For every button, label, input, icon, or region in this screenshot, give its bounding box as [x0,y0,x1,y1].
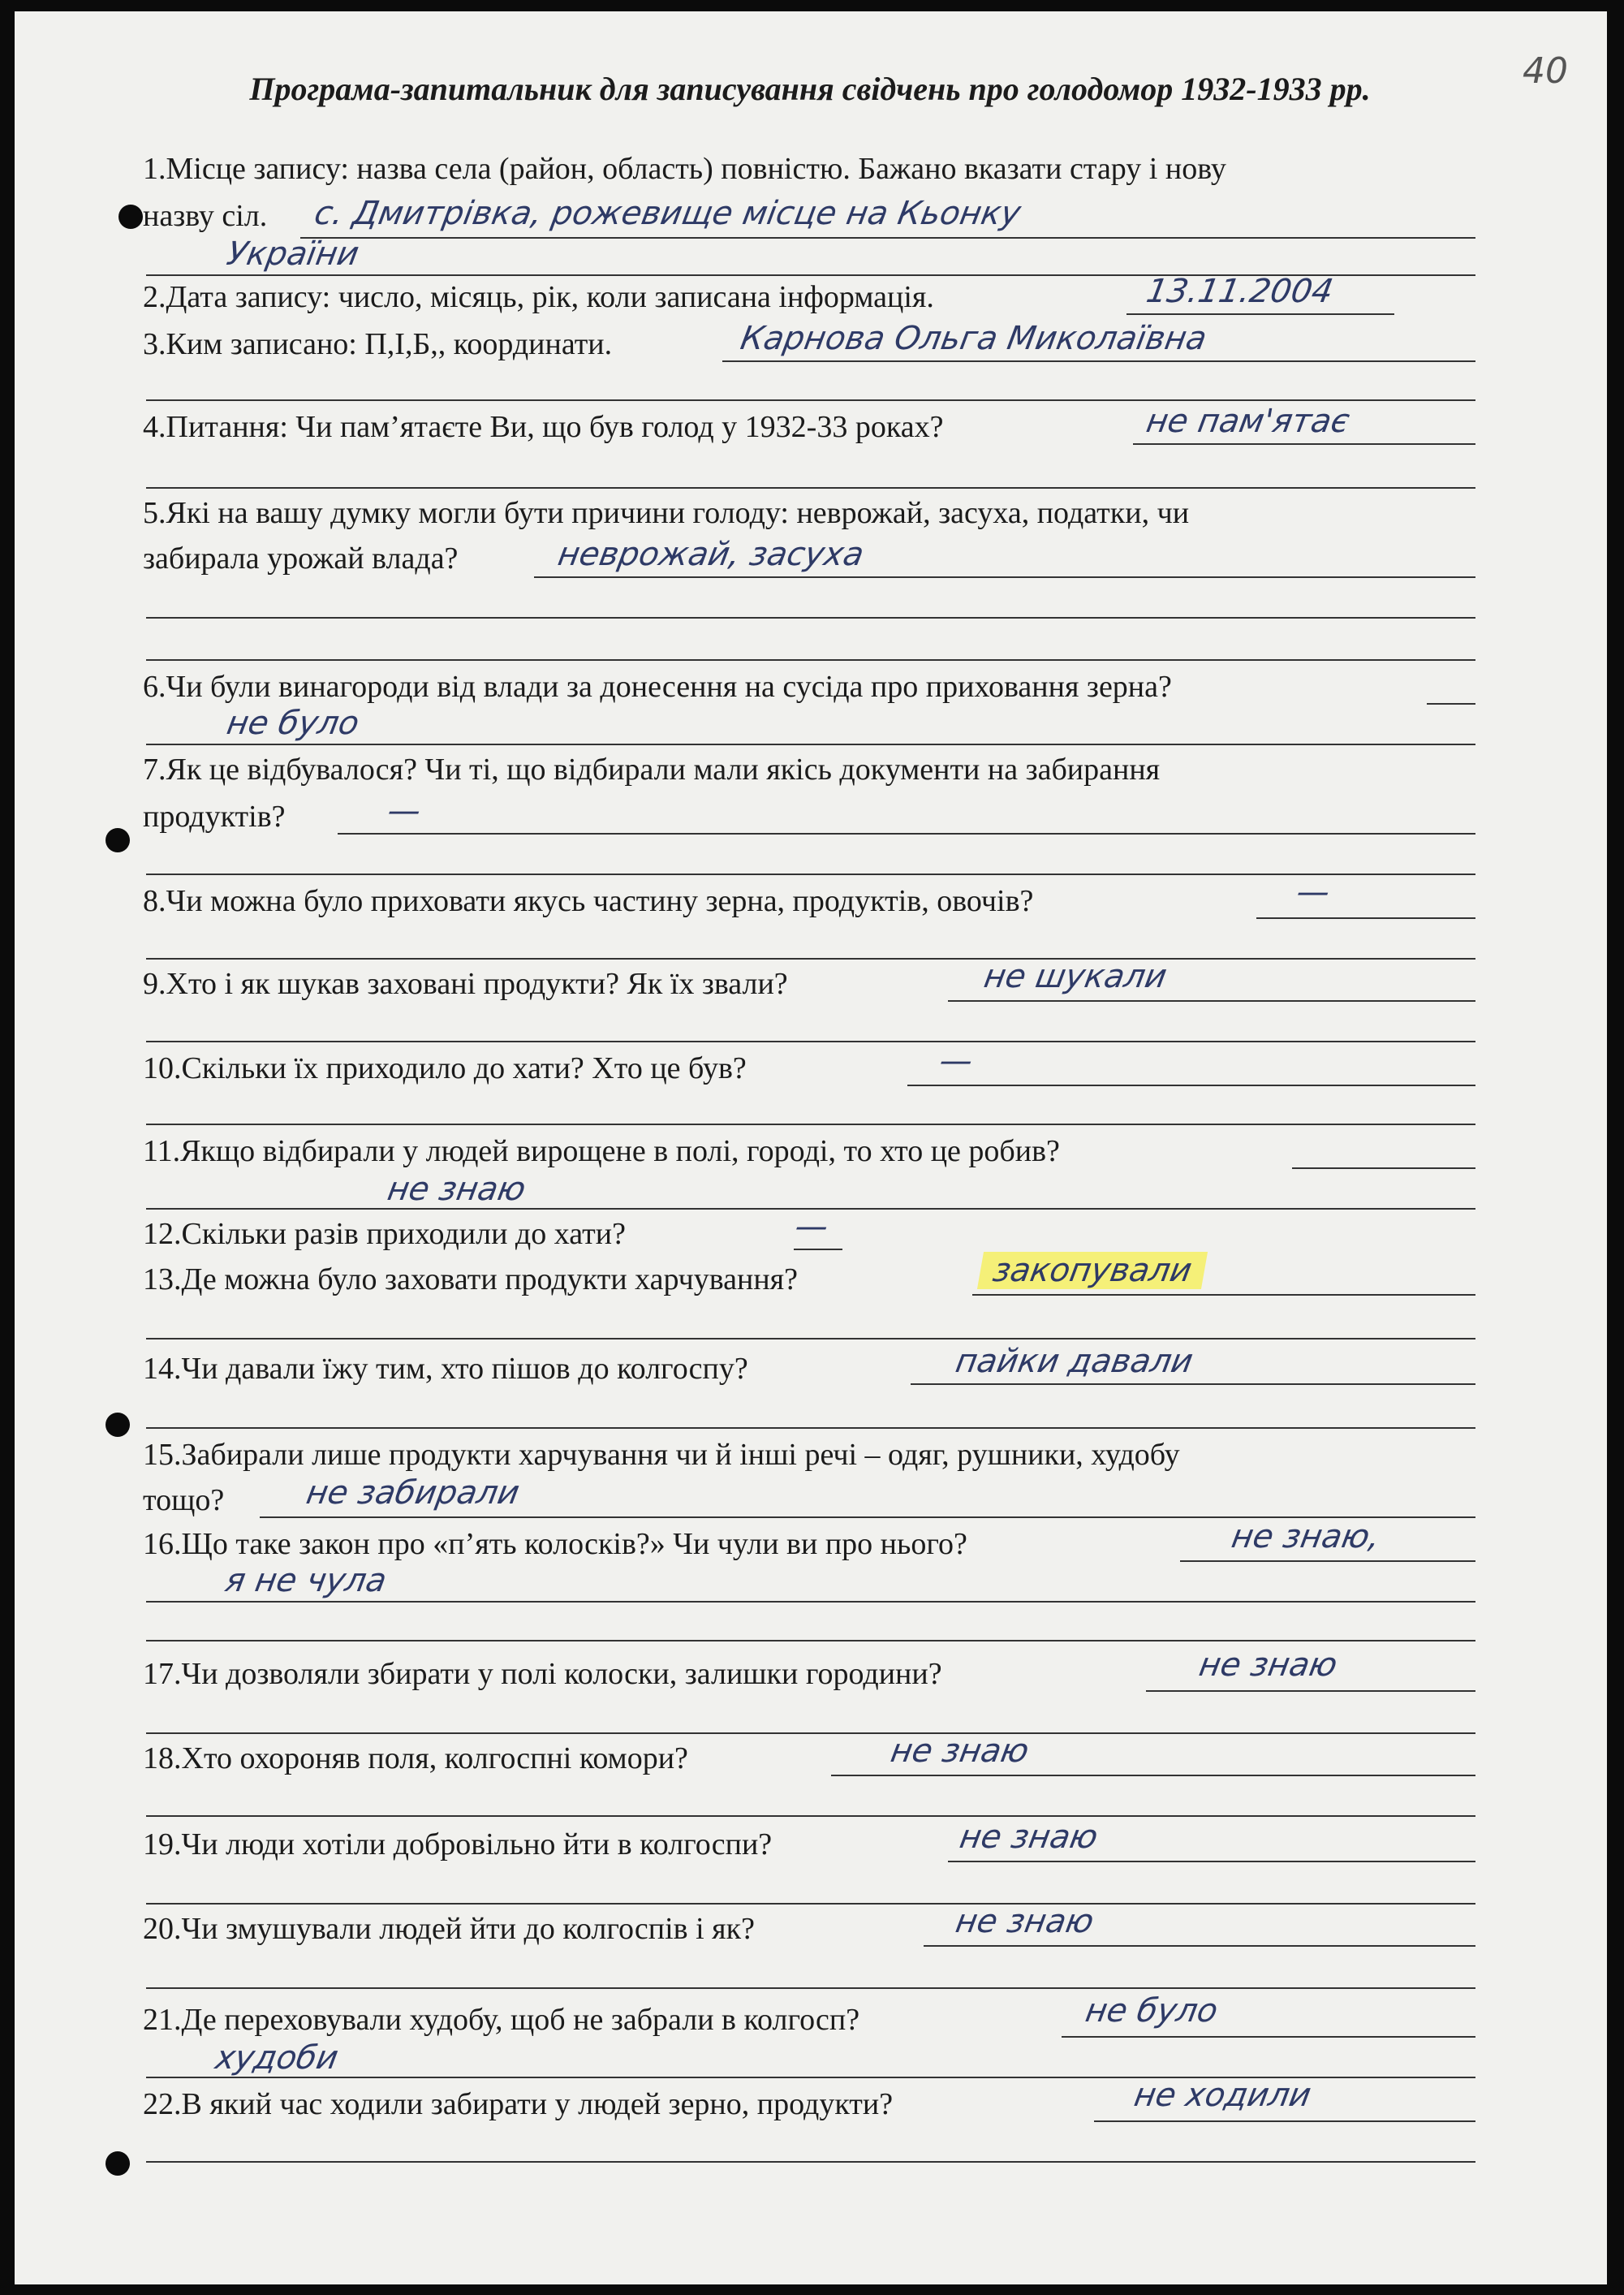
question-15-line-2: тощо? [143,1483,225,1517]
question-8: 8.Чи можна було приховати якусь частину зерна, продуктів, овочів? [143,884,1034,918]
answer-8: — [1293,874,1333,911]
question-12: 12.Скільки разів приходили до хати? [143,1217,626,1251]
answer-21-line-2: худоби [212,2039,342,2077]
binder-hole [118,205,143,229]
question-14-blank-line [146,1427,1475,1429]
question-15-line-1: 15.Забирали лише продукти харчування чи й інші речі – одяг, рушники, худобу [143,1438,1180,1472]
answer-5: неврожай, засуха [554,536,867,573]
answer-7-underline [338,833,1475,835]
question-10: 10.Скільки їх приходило до хати? Хто це був? [143,1051,747,1085]
answer-21-line-1: не було [1082,1992,1221,2030]
question-4: 4.Питання: Чи пам’ятаєте Ви, що був голод у 1932-33 роках? [143,410,944,444]
answer-5-underline [534,576,1475,578]
question-14: 14.Чи давали їжу тим, хто пішов до колгоспу? [143,1352,748,1386]
question-1-line-1: 1.Місце запису: назва села (район, область) повністю. Бажано вказати стару і нову [143,152,1226,186]
question-18-blank-line [146,1815,1475,1817]
question-5-blank-line-1 [146,617,1475,619]
question-18: 18.Хто охороняв поля, колгоспні комори? [143,1741,688,1775]
question-11-underline [1292,1167,1475,1169]
question-22: 22.В який час ходили забирати у людей зерно, продукти? [143,2087,894,2121]
answer-16-line [146,1601,1475,1603]
answer-3-underline [722,360,1475,362]
question-3: 3.Ким записано: П,І,Б,, координати. [143,327,613,361]
answer-9-underline [948,1000,1475,1002]
answer-4: не пам'ятає [1143,403,1353,440]
question-17-blank-line [146,1732,1475,1734]
questionnaire-page [15,11,1607,2284]
question-11: 11.Якщо відбирали у людей вирощене в полі, городі, то хто це робив? [143,1134,1060,1168]
answer-6: не було [223,705,362,742]
answer-22: не ходили [1131,2077,1314,2114]
answer-21-underline [1062,2036,1475,2038]
answer-14-underline [911,1383,1475,1385]
question-16-blank-line [146,1640,1475,1641]
question-2: 2.Дата запису: число, місяць, рік, коли записана інформація. [143,280,934,314]
question-10-blank-line [146,1124,1475,1125]
answer-16-line-1: не знаю, [1228,1518,1383,1555]
answer-12: — [791,1208,832,1245]
document-title: Програма-запитальник для записування свідчень про голодомор 1932-1933 рр. [249,71,1371,107]
answer-20: не знаю [952,1903,1097,1940]
answer-17-underline [1146,1690,1475,1692]
question-20: 20.Чи змушували людей йти до колгоспів і як? [143,1912,755,1946]
question-6: 6.Чи були винагороди від влади за донесення на сусіда про приховання зерна? [143,670,1172,704]
question-5-line-2: забирала урожай влада? [143,541,459,576]
answer-20-underline [924,1945,1475,1947]
answer-11: не знаю [384,1171,529,1208]
answer-16-underline [1180,1560,1475,1562]
answer-14: пайки давали [952,1343,1196,1380]
answer-1-line-2: України [223,235,362,273]
answer-19: не знаю [956,1818,1101,1856]
answer-22-underline [1094,2120,1475,2122]
answer-4-underline [1133,443,1475,445]
answer-15: не забирали [303,1474,523,1512]
binder-hole [106,1413,130,1437]
answer-18: не знаю [887,1732,1032,1770]
answer-13-underline [972,1294,1475,1296]
answer-10: — [936,1042,976,1080]
binder-hole [106,828,130,852]
answer-18-underline [831,1775,1475,1776]
answer-1-underline [300,237,1475,239]
answer-10-underline [907,1085,1475,1086]
question-17: 17.Чи дозволяли збирати у полі колоски, залишки городини? [143,1657,942,1691]
question-7-line-2: продуктів? [143,800,286,834]
question-9-blank-line [146,1041,1475,1042]
binder-hole [106,2151,130,2176]
page-number: 40 [1523,50,1568,92]
question-1-line-2: назву сіл. [143,199,268,233]
answer-2: 13.11.2004 [1143,273,1337,310]
answer-12-underline [794,1249,842,1250]
question-4-blank-line [146,487,1475,489]
answer-6-line [146,744,1475,745]
question-5-blank-line-2 [146,659,1475,661]
answer-13-highlight: закопували [977,1252,1208,1289]
question-13-blank-line [146,1338,1475,1339]
question-16: 16.Що таке закон про «п’ять колосків?» Чи чули ви про нього? [143,1527,967,1561]
question-19-blank-line [146,1903,1475,1905]
answer-3: Карнова Ольга Миколаївна [737,320,1210,357]
question-21: 21.Де переховували худобу, щоб не забрали в колгосп? [143,2003,860,2037]
question-13: 13.Де можна було заховати продукти харчування? [143,1262,799,1296]
answer-2-underline [1126,313,1394,315]
answer-16-line-2: я не чула [222,1562,390,1599]
answer-9: не шукали [980,958,1170,995]
answer-13 [977,1252,1208,1289]
question-5-line-1: 5.Які на вашу думку могли бути причини голоду: неврожай, засуха, податки, чи [143,496,1190,530]
question-22-blank-line [146,2161,1475,2163]
question-9: 9.Хто і як шукав заховані продукти? Як їх звали? [143,967,788,1001]
question-3-blank-line [146,399,1475,401]
question-19: 19.Чи люди хотіли добровільно йти в колгоспи? [143,1827,773,1861]
answer-19-underline [948,1861,1475,1862]
question-8-blank-line [146,958,1475,960]
question-7-line-1: 7.Як це відбувалося? Чи ті, що відбирали мали якісь документи на забирання [143,753,1161,787]
question-6-underline [1427,703,1475,705]
answer-1-line-1: с. Дмитрівка, рожевище місце на Кьонку [311,195,1024,232]
answer-8-underline [1256,917,1475,919]
question-7-blank-line [146,874,1475,875]
question-20-blank-line [146,1987,1475,1989]
answer-17: не знаю [1195,1646,1341,1684]
answer-7: — [384,792,424,830]
